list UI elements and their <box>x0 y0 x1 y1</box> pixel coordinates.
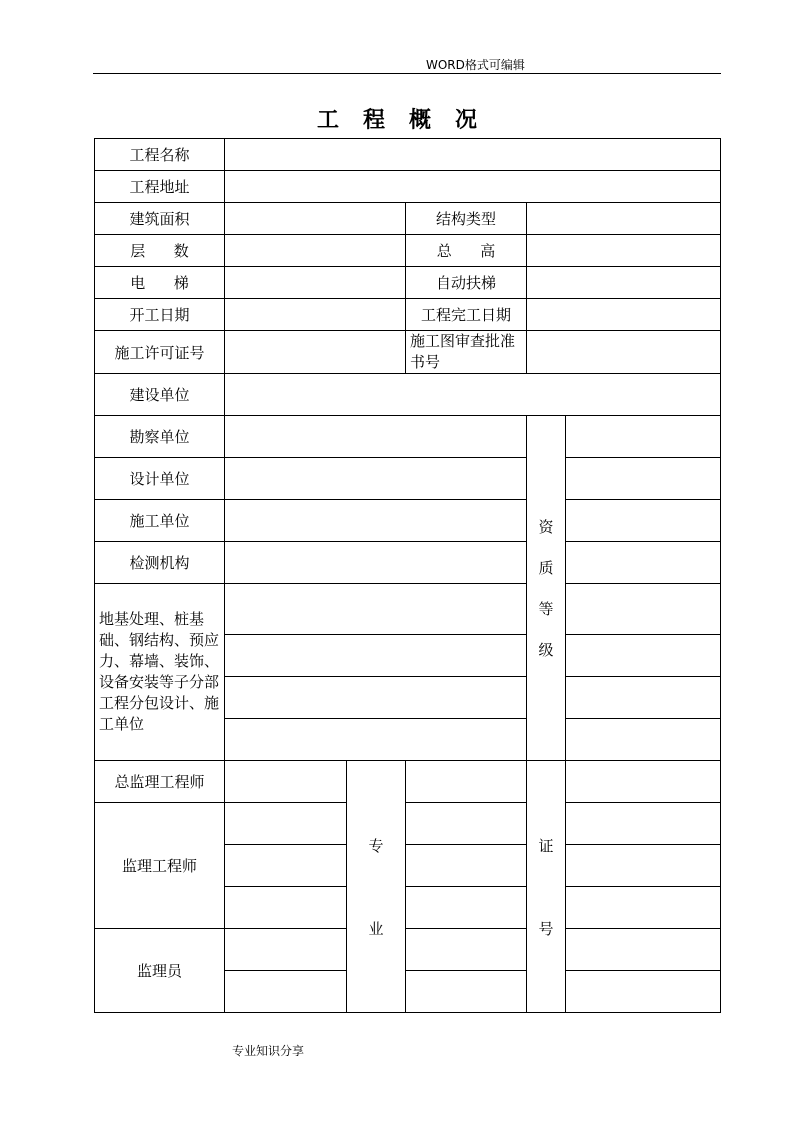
project-overview-table <box>94 138 721 1013</box>
label-builder-unit: 施工单位 <box>95 500 225 542</box>
subcontract-qualification-field-2[interactable] <box>566 635 721 677</box>
header-text: WORD格式可编辑 <box>426 58 525 72</box>
label-testing-agency: 检测机构 <box>95 542 225 584</box>
construction-permit-no-field[interactable] <box>225 331 406 374</box>
qualification-char: 资 <box>538 518 554 536</box>
supervisor-name-field-1[interactable] <box>225 803 347 845</box>
page-title <box>0 103 794 134</box>
completion-date-field[interactable] <box>527 299 721 331</box>
label-building-area: 建筑面积 <box>95 203 225 235</box>
title-char: 概 <box>409 107 432 133</box>
certificate-header <box>527 761 566 1013</box>
design-qualification-field[interactable] <box>566 458 721 500</box>
survey-unit-field[interactable] <box>225 416 527 458</box>
label-project-name: 工程名称 <box>95 139 225 171</box>
supervisor-certificate-field-2[interactable] <box>566 845 721 887</box>
subcontract-qualification-field-1[interactable] <box>566 584 721 635</box>
supervisor-name-field-3[interactable] <box>225 887 347 929</box>
staff-specialty-field-1[interactable] <box>406 929 527 971</box>
label-construction-unit: 建设单位 <box>95 374 225 416</box>
start-date-field[interactable] <box>225 299 406 331</box>
title-char: 况 <box>455 107 478 133</box>
label-escalator: 自动扶梯 <box>406 267 527 299</box>
supervisor-specialty-field-3[interactable] <box>406 887 527 929</box>
subcontract-unit-field-1[interactable] <box>225 584 527 635</box>
footer-text: 专业知识分享 <box>232 1044 305 1058</box>
design-unit-field[interactable] <box>225 458 527 500</box>
supervisor-certificate-field-1[interactable] <box>566 803 721 845</box>
header-divider <box>93 73 721 74</box>
structure-type-field[interactable] <box>527 203 721 235</box>
title-char: 工 <box>316 107 339 133</box>
qualification-char: 质 <box>538 559 554 577</box>
subcontract-unit-field-4[interactable] <box>225 719 527 761</box>
total-height-field[interactable] <box>527 235 721 267</box>
specialty-header <box>347 761 406 1013</box>
builder-qualification-field[interactable] <box>566 500 721 542</box>
specialty-char: 专 <box>368 836 384 855</box>
staff-name-field-2[interactable] <box>225 971 347 1013</box>
qualification-header <box>527 416 566 761</box>
label-elevator <box>95 267 225 299</box>
staff-certificate-field-1[interactable] <box>566 929 721 971</box>
construction-unit-field[interactable] <box>225 374 721 416</box>
specialty-char: 业 <box>368 919 384 938</box>
floors-field[interactable] <box>225 235 406 267</box>
chief-supervisor-certificate-field[interactable] <box>566 761 721 803</box>
qualification-char: 等 <box>538 600 554 618</box>
drawing-review-no-field[interactable] <box>527 331 721 374</box>
survey-qualification-field[interactable] <box>566 416 721 458</box>
elevator-field[interactable] <box>225 267 406 299</box>
label-completion-date: 工程完工日期 <box>406 299 527 331</box>
supervisor-certificate-field-3[interactable] <box>566 887 721 929</box>
project-name-field[interactable] <box>225 139 721 171</box>
label-supervisor-staff: 监理员 <box>95 929 225 1013</box>
subcontract-qualification-field-3[interactable] <box>566 677 721 719</box>
label-design-unit: 设计单位 <box>95 458 225 500</box>
supervisor-specialty-field-2[interactable] <box>406 845 527 887</box>
building-area-field[interactable] <box>225 203 406 235</box>
staff-specialty-field-2[interactable] <box>406 971 527 1013</box>
qualification-char: 级 <box>538 641 554 659</box>
builder-unit-field[interactable] <box>225 500 527 542</box>
supervisor-specialty-field-1[interactable] <box>406 803 527 845</box>
staff-name-field-1[interactable] <box>225 929 347 971</box>
label-chief-supervisor: 总监理工程师 <box>95 761 225 803</box>
testing-agency-field[interactable] <box>225 542 527 584</box>
label-drawing-review-no: 施工图审查批准书号 <box>406 331 527 374</box>
supervisor-name-field-2[interactable] <box>225 845 347 887</box>
label-structure-type: 结构类型 <box>406 203 527 235</box>
chief-supervisor-name-field[interactable] <box>225 761 347 803</box>
subcontract-unit-field-3[interactable] <box>225 677 527 719</box>
label-project-address: 工程地址 <box>95 171 225 203</box>
page-footer <box>232 1042 304 1059</box>
certificate-char: 证 <box>538 836 554 855</box>
label-floors <box>95 235 225 267</box>
label-start-date: 开工日期 <box>95 299 225 331</box>
chief-supervisor-specialty-field[interactable] <box>406 761 527 803</box>
label-total-height-text: 总 高 <box>436 242 496 260</box>
staff-certificate-field-2[interactable] <box>566 971 721 1013</box>
subcontract-unit-field-2[interactable] <box>225 635 527 677</box>
label-total-height <box>406 235 527 267</box>
project-address-field[interactable] <box>225 171 721 203</box>
label-subcontract-units: 地基处理、桩基础、钢结构、预应力、幕墙、装饰、设备安装等子分部工程分包设计、施工单位 <box>95 584 225 761</box>
title-char: 程 <box>362 107 385 133</box>
label-supervisor: 监理工程师 <box>95 803 225 929</box>
escalator-field[interactable] <box>527 267 721 299</box>
label-elevator-text: 电 梯 <box>130 274 189 292</box>
testing-qualification-field[interactable] <box>566 542 721 584</box>
certificate-char: 号 <box>538 919 554 938</box>
label-floors-text: 层 数 <box>130 242 189 260</box>
label-survey-unit: 勘察单位 <box>95 416 225 458</box>
label-construction-permit-no: 施工许可证号 <box>95 331 225 374</box>
subcontract-qualification-field-4[interactable] <box>566 719 721 761</box>
